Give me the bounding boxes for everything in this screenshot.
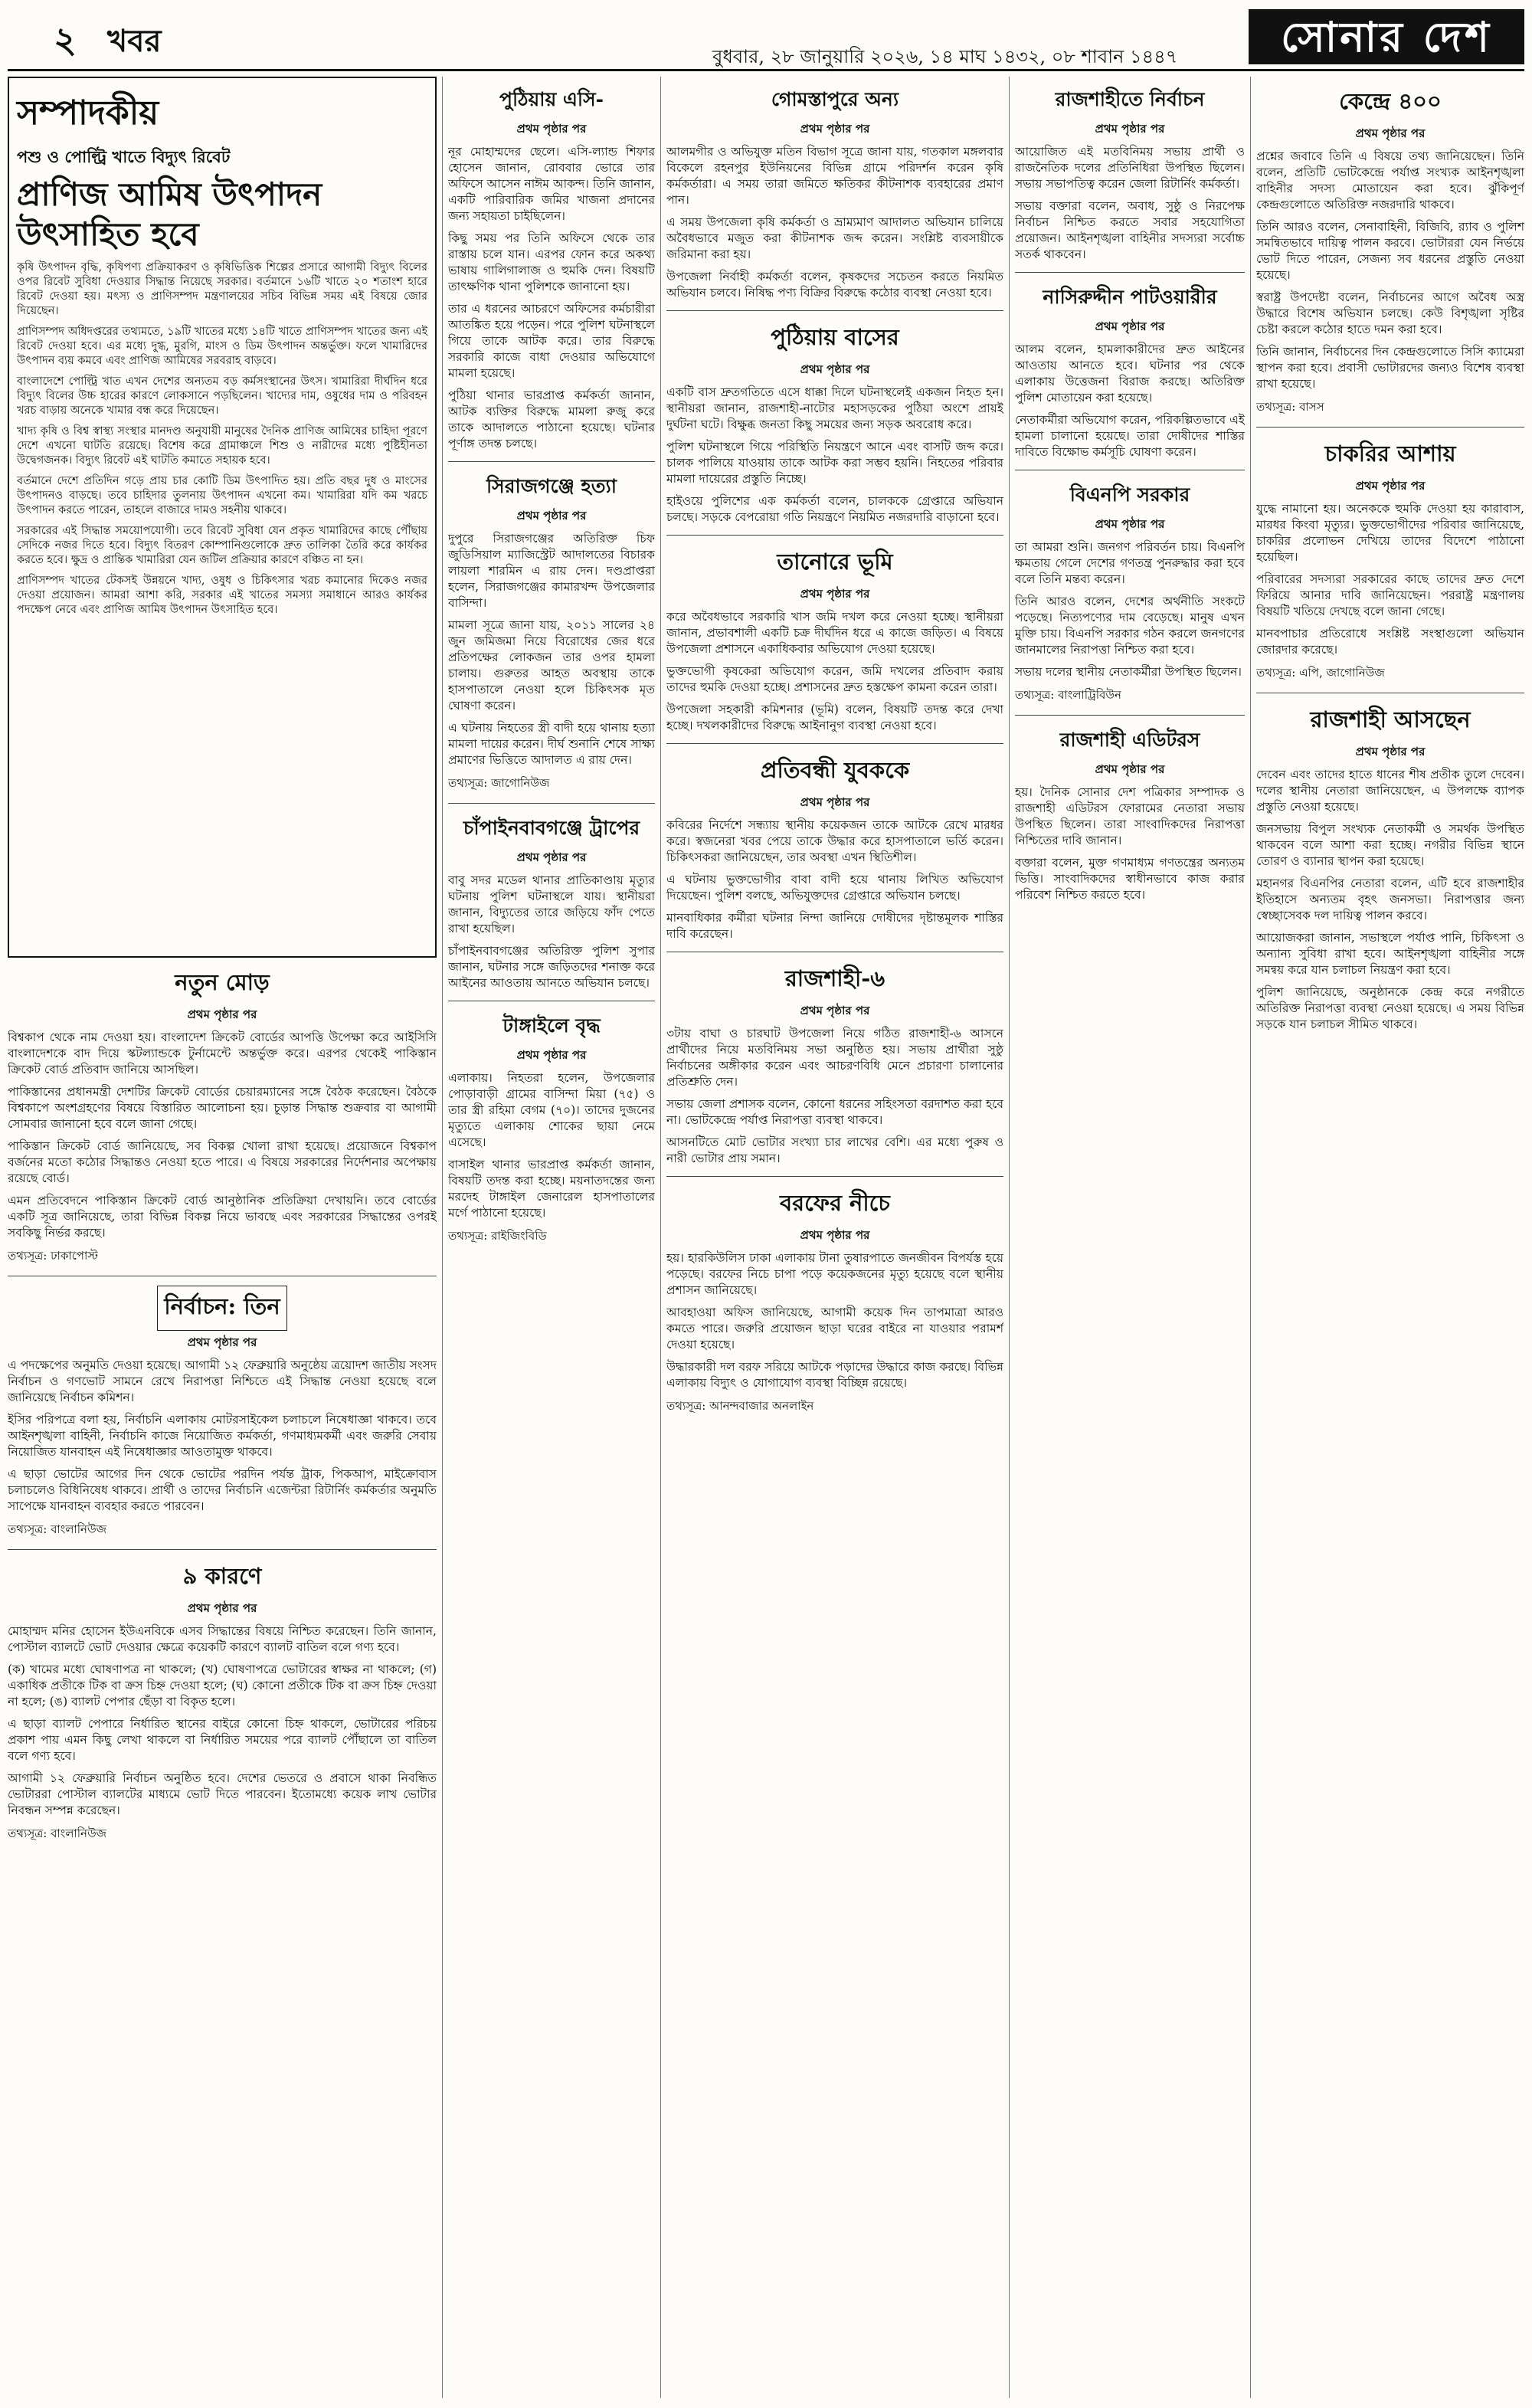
article-borof (666, 1186, 1003, 1417)
article-source: তথ্যসূত্র: বাংলানিউজ (8, 1522, 107, 1536)
editorial-paragraph: বাংলাদেশে পোল্ট্রি খাত এখন দেশের অন্যতম বড় কর্মসংস্থানের উৎস। খামারিরা দীর্ঘদিন ধরে বিদ্যুৎ বিলের উচ্চ হারের কারণে লোকসানে পড়ছিলেন। খাদ্যের দাম, ওষুধের দাম ও পরিবহন খরচ বাড়ায় অনেকে খামার বন্ধ করে দিয়েছেন। (17, 375, 427, 417)
article-chakrir-asha (1256, 437, 1524, 683)
divider (448, 803, 655, 804)
article-paragraph: তিনি আরও বলেন, সেনাবাহিনী, বিজিবি, র‍্যাব ও পুলিশ সমন্বিতভাবে দায়িত্ব পালন করবে। ভোটাররা যেন নির্ভয়ে ভোট দিতে পারেন, সেজন্য সব ধরনের প্রস্তুতি নেওয়া হয়েছে। (1256, 220, 1524, 282)
article-paragraph: উপজেলা নির্বাহী কর্মকর্তা বলেন, কৃষকদের সচেতন করতে নিয়মিত অভিযান চলবে। নিষিদ্ধ পণ্য বিক্রির বিরুদ্ধে কঠোর ব্যবস্থা নেওয়া হবে। (666, 270, 1003, 300)
article-paragraph: আলম বলেন, হামলাকারীদের দ্রুত আইনের আওতায় আনতে হবে। ঘটনার পর থেকে এলাকায় উত্তেজনা বিরাজ করছে। অতিরিক্ত পুলিশ মোতায়েন করা হয়েছে। (1015, 342, 1245, 405)
continued-label: প্রথম পৃষ্ঠার পর (187, 1601, 257, 1615)
article-paragraph: কিছু সময় পর তিনি অফিসে থেকে তার রাস্তায় চলে যান। এরপর ফোন করে অকথ্য ভাষায় গালিগালাজ ও হুমকি দেন। বিষয়টি তাৎক্ষণিক থানা পুলিশকে জানানো হয়। (448, 231, 655, 293)
article-paragraph: এ সময় উপজেলা কৃষি কর্মকর্তা ও ভ্রাম্যমাণ আদালত অভিযান চালিয়ে অবৈধভাবে মজুত করা কীটনাশক জব্দ করেন। সংশ্লিষ্ট ব্যবসায়ীকে জরিমানা করা হয়। (666, 215, 1003, 261)
editorial-title: প্রাণিজ আমিষ উৎপাদন উৎসাহিত হবে (17, 175, 322, 253)
article-source: তথ্যসূত্র: জাগোনিউজ (448, 776, 550, 790)
editorial-paragraph: খাদ্য কৃষি ও বিশ্ব স্বাস্থ্য সংস্থার মানদণ্ড অনুযায়ী মানুষের দৈনিক প্রাণিজ আমিষের চাহিদা পূরণে দেশে এখনো ঘাটতি রয়েছে। বিশেষ করে গ্রামাঞ্চলে শিশু ও নারীদের মধ্যে পুষ্টিহীনতা উদ্বেগজনক। বিদ্যুৎ রিবেট এই ঘাটতি কমাতে সহায়ক হবে। (17, 425, 427, 467)
continued-label: প্রথম পৃষ্ঠার পর (187, 1335, 257, 1349)
divider (448, 461, 655, 462)
article-paragraph: পাকিস্তানের প্রধানমন্ত্রী দেশটির ক্রিকেট বোর্ডের চেয়ারম্যানের সঙ্গে বৈঠক করেছেন। বৈঠকে বিশ্বকাপে অংশগ্রহণের বিষয়ে বিস্তারিত আলোচনা হয়। চূড়ান্ত সিদ্ধান্ত শুক্রবার বা আগামী সোমবার জানানো হবে বলে জানা গেছে। (8, 1085, 437, 1131)
article-paragraph: পাকিস্তান ক্রিকেট বোর্ড জানিয়েছে, সব বিকল্প খোলা রাখা হয়েছে। প্রয়োজনে বিশ্বকাপ বর্জনের মতো কঠোর সিদ্ধান্তও নেওয়া হতে পারে। এ বিষয়ে সরকারের নির্দেশনার অপেক্ষায় রয়েছে বোর্ড। (8, 1139, 437, 1185)
article-paragraph: আয়োজকরা জানান, সভাস্থলে পর্যাপ্ত পানি, চিকিৎসা ও অন্যান্য সুবিধা রাখা হবে। আইনশৃঙ্খলা বাহিনীর সঙ্গে সমন্বয় করে যান চলাচল নিয়ন্ত্রণ করা হবে। (1256, 931, 1524, 977)
column-4 (1015, 77, 1245, 2398)
article-sirajganj (448, 471, 655, 794)
article-paragraph: এ ঘটনায় ভুক্তভোগীর বাবা বাদী হয়ে থানায় লিখিত অভিযোগ দিয়েছেন। পুলিশ বলছে, অভিযুক্তদের গ্রেপ্তারে অভিযান চলছে। (666, 873, 1003, 903)
article-paragraph: সভায় বক্তারা বলেন, অবাধ, সুষ্ঠু ও নিরপেক্ষ নির্বাচন নিশ্চিত করতে সবার সহযোগিতা প্রয়োজন। আইনশৃঙ্খলা বাহিনীর সদস্যরা সর্বোচ্চ সতর্ক থাকবেন। (1015, 199, 1245, 261)
article-paragraph: পুলিশ জানিয়েছে, অনুষ্ঠানকে কেন্দ্র করে নগরীতে অতিরিক্ত নিরাপত্তা ব্যবস্থা নেওয়া হয়েছে। এ সময় বিভিন্ন সড়কে যান চলাচল সীমিত থাকবে। (1256, 985, 1524, 1031)
article-paragraph: মানবাধিকার কর্মীরা ঘটনার নিন্দা জানিয়ে দোষীদের দৃষ্টান্তমূলক শাস্তির দাবি করেছেন। (666, 911, 1003, 941)
article-source: তথ্যসূত্র: বাংলাট্রিবিউন (1015, 688, 1121, 702)
editorial-paragraph: প্রাণিসম্পদ অধিদপ্তরের তথ্যমতে, ১৯টি খাতের মধ্যে ১৪টি খাতে প্রাণিসম্পদ খাতের জন্য এই রিবেট দেওয়া হবে। এর মধ্যে দুগ্ধ, মুরগি, মাংস ও ডিম উৎপাদন অন্তর্ভুক্ত। ফলে খামারিদের উৎপাদন ব্যয় কমবে এবং প্রাণিজ আমিষের সরবরাহ বাড়বে। (17, 326, 427, 367)
article-paragraph: সভায় জেলা প্রশাসক বলেন, কোনো ধরনের সহিংসতা বরদাশত করা হবে না। ভোটকেন্দ্রে পর্যাপ্ত নিরাপত্তা ব্যবস্থা থাকবে। (666, 1097, 1003, 1127)
continued-label: প্রথম পৃষ্ঠার পর (1355, 126, 1426, 140)
article-paragraph: তার এ ধরনের আচরণে অফিসের কর্মচারীরা আতঙ্কিত হয়ে পড়েন। পরে পুলিশ ঘটনাস্থলে গিয়ে তাকে আটক করে। তার বিরুদ্ধে সরকারি কাজে বাধা দেওয়ার অভিযোগে মামলা হয়েছে। (448, 302, 655, 380)
article-paragraph: বিশ্বকাপ থেকে নাম দেওয়া হয়। বাংলাদেশ ক্রিকেট বোর্ডের আপত্তি উপেক্ষা করে আইসিসি বাংলাদেশকে বাদ দিয়ে স্কটল্যান্ডকে টুর্নামেন্টে অন্তর্ভুক্ত করে। এরপর থেকেই পাকিস্তান ক্রিকেট বোর্ড প্রতিবাদ জানিয়ে আসছিল। (8, 1030, 437, 1076)
continued-label: প্রথম পৃষ্ঠার পর (800, 1228, 870, 1242)
article-paragraph: আলমগীর ও অভিযুক্ত মতিন বিভাগ সূত্রে জানা যায়, গতকাল মঙ্গলবার বিকেলে রহনপুর ইউনিয়নের বিভিন্ন গ্রামে পরিদর্শন করেন কৃষি কর্মকর্তারা। এ সময় তারা জমিতে ক্ষতিকর কীটনাশক ব্যবহারের প্রমাণ পান। (666, 145, 1003, 207)
divider (8, 1549, 437, 1550)
article-paragraph: উদ্ধারকারী দল বরফ সরিয়ে আটকে পড়াদের উদ্ধারে কাজ করছে। বিভিন্ন এলাকায় বিদ্যুৎ ও যোগাযোগ ব্যবস্থা বিচ্ছিন্ন রয়েছে। (666, 1360, 1003, 1390)
article-paragraph: এমন প্রতিবেদনে পাকিস্তান ক্রিকেট বোর্ড আনুষ্ঠানিক প্রতিক্রিয়া দেখায়নি। তবে বোর্ডের একটি সূত্র জানিয়েছে, তারা বিভিন্ন বিকল্প নিয়ে ভাবছে এবং সরকারের সিদ্ধান্তের ওপরই সবকিছু নির্ভর করছে। (8, 1194, 437, 1240)
continued-label: প্রথম পৃষ্ঠার পর (1095, 762, 1165, 776)
article-title: রাজশাহীতে নির্বাচন (1055, 88, 1205, 110)
column-1 (8, 77, 437, 2398)
article-title: পুঠিয়ায় বাসের (771, 324, 899, 350)
divider (666, 743, 1003, 744)
article-paragraph: কবিরের নির্দেশে সন্ধ্যায় স্থানীয় কয়েকজন তাকে আটকে রেখে মারধর করে। স্বজনেরা খবর পেয়ে তাকে উদ্ধার করে হাসপাতালে ভর্তি করেন। চিকিৎসকরা জানিয়েছেন, তার অবস্থা এখন স্থিতিশীল। (666, 818, 1003, 864)
article-title: পুঠিয়ায় এসি- (499, 88, 604, 110)
article-paragraph: আবহাওয়া অফিস জানিয়েছে, আগামী কয়েক দিন তাপমাত্রা আরও কমতে পারে। জরুরি প্রয়োজন ছাড়া ঘরের বাইরে না যাওয়ার পরামর্শ দেওয়া হয়েছে। (666, 1306, 1003, 1351)
column-divider (1009, 77, 1010, 2398)
article-paragraph: এ পদক্ষেপের অনুমতি দেওয়া হয়েছে। আগামী ১২ ফেব্রুয়ারি অনুষ্ঠেয় ত্রয়োদশ জাতীয় সংসদ নির্বাচন ও গণভোট সামনে রেখে নিরাপত্তা নিশ্চিতে এই সিদ্ধান্ত নেওয়া হয়েছে বলে জানিয়েছে নির্বাচন কমিশন। (8, 1358, 437, 1404)
continued-label: প্রথম পৃষ্ঠার পর (800, 122, 870, 136)
editorial-paragraph: কৃষি উৎপাদন বৃদ্ধি, কৃষিপণ্য প্রক্রিয়াকরণ ও কৃষিভিত্তিক শিল্পের প্রসারে আগামী বিদ্যুৎ বিলের ওপর রিবেট সুবিধা দেওয়ার সিদ্ধান্ত নিয়েছে সরকার। বর্তমানে ১৬টি খাতে ২০ শতাংশ হারে রিবেট দেওয়া হয়। মৎস্য ও প্রাণিসম্পদ মন্ত্রণালয়ের সচিব বিভিন্ন সময় এই বিষয়ে জোর দিয়েছেন। (17, 261, 427, 317)
divider (1015, 715, 1245, 716)
article-paragraph: একটি বাস দ্রুতগতিতে এসে ধাক্কা দিলে ঘটনাস্থলেই একজন নিহত হন। স্থানীয়রা জানান, রাজশাহী-নাটোর মহাসড়কের পুঠিয়া অংশে প্রায়ই দুর্ঘটনা ঘটে। বিক্ষুব্ধ জনতা কিছু সময়ের জন্য সড়ক অবরোধ করে। (666, 385, 1003, 431)
article-paragraph: আয়োজিত এই মতবিনিময় সভায় প্রার্থী ও রাজনৈতিক দলের প্রতিনিধিরা উপস্থিত ছিলেন। সভায় সভাপতিত্ব করেন জেলা রিটার্নিং কর্মকর্তা। (1015, 145, 1245, 191)
continued-label: প্রথম পৃষ্ঠার পর (1095, 517, 1165, 531)
article-source: তথ্যসূত্র: এপি, জাগোনিউজ (1256, 666, 1385, 680)
article-paragraph: হয়। দৈনিক সোনার দেশ পত্রিকার সম্পাদক ও রাজশাহী এডিটরস ফোরামের নেতারা সভায় উপস্থিত ছিলেন। তারা সাংবাদিকদের নিরাপত্তা নিশ্চিতের দাবি জানান। (1015, 785, 1245, 847)
continued-label: প্রথম পৃষ্ঠার পর (800, 362, 870, 376)
divider (666, 1176, 1003, 1177)
article-noy-karone (8, 1559, 437, 1844)
section-name: খবর (107, 23, 162, 59)
continued-label: প্রথম পৃষ্ঠার পর (516, 509, 587, 523)
article-paragraph: ইসির পরিপত্রে বলা হয়, নির্বাচনি এলাকায় মোটরসাইকেল চলাচলে নিষেধাজ্ঞা থাকবে। তবে আইনশৃঙ্খলা বাহিনী, নির্বাচনি কাজে নিয়োজিত কর্মকর্তা, গণমাধ্যমকর্মী এবং জরুরি সেবায় নিয়োজিত যানবাহন এই নিষেধাজ্ঞার আওতামুক্ত থাকবে। (8, 1413, 437, 1459)
article-bnp-sarkar (1015, 480, 1245, 706)
continued-label: প্রথম পৃষ্ঠার পর (800, 795, 870, 809)
article-source: তথ্যসূত্র: বাসস (1256, 400, 1324, 414)
article-paragraph: জনসভায় বিপুল সংখ্যক নেতাকর্মী ও সমর্থক উপস্থিত থাকবেন বলে আশা করা হচ্ছে। নগরীর বিভিন্ন স্থানে তোরণ ও ব্যানার স্থাপন করা হয়েছে। (1256, 822, 1524, 868)
article-title: চাকরির আশায় (1324, 441, 1456, 467)
article-paragraph: দেবেন এবং তাদের হাতে ধানের শীষ প্রতীক তুলে দেবেন। দলের স্থানীয় নেতারা জানিয়েছেন, এ উপলক্ষে ব্যাপক প্রস্তুতি নেওয়া হয়েছে। (1256, 768, 1524, 814)
article-title: রাজশাহী আসছেন (1310, 706, 1471, 732)
article-paragraph: স্বরাষ্ট্র উপদেষ্টা বলেন, নির্বাচনের আগে অবৈধ অস্ত্র উদ্ধারে বিশেষ অভিযান চলছে। কেউ বিশৃঙ্খলা সৃষ্টির চেষ্টা করলে কঠোর হাতে দমন করা হবে। (1256, 290, 1524, 336)
continued-label: প্রথম পৃষ্ঠার পর (516, 850, 587, 864)
article-paragraph: মামলা সূত্রে জানা যায়, ২০১১ সালের ২৪ জুন জমিজমা নিয়ে বিরোধের জের ধরে প্রতিপক্ষের লোকজন তার ওপর হামলা চালায়। গুরুতর আহত অবস্থায় তাকে হাসপাতালে নেওয়া হলে চিকিৎসক মৃত ঘোষণা করেন। (448, 618, 655, 713)
editorial-heading: সম্পাদকীয় (17, 93, 159, 133)
article-paragraph: পুলিশ ঘটনাস্থলে গিয়ে পরিস্থিতি নিয়ন্ত্রণে আনে এবং বাসটি জব্দ করে। চালক পালিয়ে যাওয়ায় তাকে আটক করা সম্ভব হয়নি। নিহতের পরিবার মামলা দায়েরের প্রস্তুতি নিচ্ছে। (666, 440, 1003, 486)
column-divider (1250, 77, 1251, 2398)
article-puthia-asi (448, 84, 655, 452)
article-paragraph: তিনি জানান, নির্বাচনের দিন কেন্দ্রগুলোতে সিসি ক্যামেরা স্থাপন করা হবে। প্রবাসী ভোটারদের জন্যও বিশেষ ব্যবস্থা রাখা হয়েছে। (1256, 345, 1524, 391)
article-paragraph: সভায় দলের স্থানীয় নেতাকর্মীরা উপস্থিত ছিলেন। (1015, 665, 1242, 679)
article-paragraph: মোহাম্মদ মনির হোসেন ইউএনবিকে এসব সিদ্ধান্তের বিষয়ে নিশ্চিত করেছেন। তিনি জানান, পোস্টাল ব্যালটে ভোট দেওয়ার ক্ষেত্রে কয়েকটি কারণে ব্যালট বাতিল বলে গণ্য হবে। (8, 1624, 437, 1654)
editorial-paragraph: সরকারের এই সিদ্ধান্ত সময়োপযোগী। তবে রিবেট সুবিধা যেন প্রকৃত খামারিদের কাছে পৌঁছায় সেদিকে নজর দিতে হবে। বিদ্যুৎ বিতরণ কোম্পানিগুলোকে দ্রুত তালিকা তৈরি করে কার্যকর করতে হবে। ক্ষুদ্র ও প্রান্তিক খামারিরা যেন জটিল প্রক্রিয়ার কারণে বঞ্চিত না হন। (17, 525, 427, 566)
article-source: তথ্যসূত্র: বাংলানিউজ (8, 1826, 107, 1840)
page-number: ২ (54, 19, 77, 61)
continued-label: প্রথম পৃষ্ঠার পর (800, 1004, 870, 1017)
article-paragraph: বাবু সদর মডেল থানার প্রাতিকাণ্ডায় মৃত্যুর ঘটনায় পুলিশ ঘটনাস্থলে যায়। স্থানীয়রা জানান, বিদ্যুতের তারে জড়িয়ে ফাঁদ পেতে রাখা হয়েছিল। (448, 873, 655, 935)
article-title: চাঁপাইনবাবগঞ্জে ট্রাপের (463, 817, 640, 839)
article-paragraph: হাইওয়ে পুলিশের এক কর্মকর্তা বলেন, চালককে গ্রেপ্তারে অভিযান চলছে। সড়কে বেপরোয়া গতি নিয়ন্ত্রণে নিয়মিত নজরদারি বাড়ানো হবে। (666, 494, 1003, 524)
article-paragraph: আগামী ১২ ফেব্রুয়ারি নির্বাচন অনুষ্ঠিত হবে। দেশের ভেতরে ও প্রবাসে থাকা নিবন্ধিত ভোটাররা পোস্টাল ব্যালটের মাধ্যমে ভোট দিতে পারবেন। ইতোমধ্যে কয়েক লাখ ভোটার নিবন্ধন সম্পন্ন করেছেন। (8, 1771, 437, 1817)
article-title: প্রতিবন্ধী যুবককে (760, 757, 910, 783)
article-notun-mor (8, 965, 437, 1266)
article-paragraph: তিনি আরও বলেন, দেশের অর্থনীতি সংকটে পড়েছে। নিত্যপণ্যের দাম বেড়েছে। মানুষ এখন মুক্তি চায়। বিএনপি সরকার গঠন করলে জনগণের জানমালের নিরাপত্তা নিশ্চিত করা হবে। (1015, 595, 1245, 657)
divider (1256, 427, 1524, 428)
article-paragraph: পরিবারের সদস্যরা সরকারের কাছে তাদের দ্রুত দেশে ফিরিয়ে আনার দাবি জানিয়েছেন। পররাষ্ট্র মন্ত্রণালয় বিষয়টি খতিয়ে দেখছে বলে জানা গেছে। (1256, 572, 1524, 618)
continued-label: প্রথম পৃষ্ঠার পর (187, 1007, 257, 1021)
article-title: বিএনপি সরকার (1069, 483, 1190, 506)
article-paragraph: করে অবৈধভাবে সরকারি খাস জমি দখল করে নেওয়া হচ্ছে। স্থানীয়রা জানান, প্রভাবশালী একটি চক্র দীর্ঘদিন ধরে এ কাজে জড়িত। এ বিষয়ে উপজেলা প্রশাসনে একাধিকবার অভিযোগ দেওয়া হয়েছে। (666, 610, 1003, 656)
article-paragraph: দুপুরে সিরাজগঞ্জের অতিরিক্ত চিফ জুডিসিয়াল ম্যাজিস্ট্রেট আদালতের বিচারক লায়লা শারমিন এ রায় দেন। দণ্ডপ্রাপ্তরা হলেন, সিরাজগঞ্জের কামারখন্দ উপজেলার বাসিন্দা। (448, 532, 655, 610)
article-protibondhi (666, 753, 1003, 942)
continued-label: প্রথম পৃষ্ঠার পর (1355, 745, 1426, 758)
article-title: সিরাজগঞ্জে হত্যা (486, 475, 617, 497)
article-source: তথ্যসূত্র: ঢাকাপোস্ট (8, 1249, 98, 1263)
article-paragraph: এ ছাড়া ভোটের আগের দিন থেকে ভোটের পরদিন পর্যন্ত ট্রাক, পিকআপ, মাইক্রোবাস চলাচলেও বিধিনিষেধ থাকবে। প্রার্থী ও তাদের নির্বাচনি এজেন্টরা রিটার্নিং কর্মকর্তার অনুমতি সাপেক্ষে যানবাহন ব্যবহার করতে পারবেন। (8, 1467, 437, 1513)
article-paragraph: বাসাইল থানার ভারপ্রাপ্ত কর্মকর্তা জানান, বিষয়টি তদন্ত করা হচ্ছে। ময়নাতদন্তের জন্য মরদেহ টাঙ্গাইল জেনারেল হাসপাতালের মর্গে পাঠানো হয়েছে। (448, 1158, 655, 1220)
article-paragraph: এলাকায়। নিহতরা হলেন, উপজেলার পোড়াবাড়ী গ্রামের বাসিন্দা মিয়া (৭৫) ও তার স্ত্রী রহিমা বেগম (৭০)। তাদের দুজনের মৃত্যুতে এলাকায় শোকের ছায়া নেমে এসেছে। (448, 1071, 655, 1149)
page-header (8, 6, 1524, 71)
article-paragraph: প্রশ্নের জবাবে তিনি এ বিষয়ে তথ্য জানিয়েছেন। তিনি বলেন, প্রতিটি ভোটকেন্দ্রে পর্যাপ্ত সংখ্যক আইনশৃঙ্খলা বাহিনীর সদস্য মোতায়েন করা হবে। ঝুঁকিপূর্ণ কেন্দ্রগুলোতে অতিরিক্ত নজরদারি থাকবে। (1256, 149, 1524, 211)
continued-label: প্রথম পৃষ্ঠার পর (1095, 319, 1165, 333)
article-rajshahi-nirbachon (1015, 84, 1245, 263)
article-paragraph: আসনটিতে মোট ভোটার সংখ্যা চার লাখের বেশি। এর মধ্যে পুরুষ ও নারী ভোটার প্রায় সমান। (666, 1135, 1003, 1165)
article-paragraph: চাঁপাইনবাবগঞ্জের অতিরিক্ত পুলিশ সুপার জানান, ঘটনার সঙ্গে জড়িতদের শনাক্ত করে আইনের আওতায় আনতে অভিযান চলছে। (448, 944, 655, 990)
article-puthia-bus (666, 320, 1003, 526)
article-title: নির্বাচন: তিন (8, 1286, 437, 1331)
masthead-logo: সোনার দেশ (1249, 9, 1524, 64)
article-paragraph: উপজেলা সহকারী কমিশনার (ভূমি) বলেন, বিষয়টি তদন্ত করে দেখা হচ্ছে। দখলকারীদের বিরুদ্ধে আইনানুগ ব্যবস্থা নেওয়া হবে। (666, 703, 1003, 732)
article-paragraph: ৩টায় বাঘা ও চারঘাট উপজেলা নিয়ে গঠিত রাজশাহী-৬ আসনে প্রার্থীদের নিয়ে মতবিনিময় সভা অনুষ্ঠিত হয়। সভায় প্রার্থীরা সুষ্ঠু নির্বাচনের অঙ্গীকার করেন এবং আচরণবিধি মেনে প্রচারণা চালানোর প্রতিশ্রুতি দেন। (666, 1027, 1003, 1089)
article-tanor (666, 545, 1003, 734)
article-paragraph: মহানগর বিএনপির নেতারা বলেন, এটি হবে রাজশাহীর ইতিহাসে অন্যতম বৃহৎ জনসভা। নিরাপত্তার জন্য স্বেচ্ছাসেবক দল দায়িত্ব পালন করবে। (1256, 876, 1524, 922)
article-title: গোমস্তাপুরে অন্য (771, 88, 899, 110)
article-tangail (448, 1011, 655, 1247)
article-title: ৯ কারণে (182, 1563, 262, 1589)
article-paragraph: নূর মোহাম্মদের ছেলে। এসি-ল্যান্ড শিফার হোসেন জানান, রোববার ভোরে তার অফিসে আসেন নাঈম আকন্দ। তিনি জানান, একটি পারিবারিক জমির খাজনা প্রদানের জন্য সহায়তা চাইছিলেন। (448, 145, 655, 223)
article-paragraph: এ ঘটনায় নিহতের স্ত্রী বাদী হয়ে থানায় হত্যা মামলা দায়ের করেন। দীর্ঘ শুনানি শেষে সাক্ষ্য প্রমাণের ভিত্তিতে আদালত এ রায় দেন। (448, 721, 655, 767)
article-paragraph: ভুক্তভোগী কৃষকেরা অভিযোগ করেন, জমি দখলের প্রতিবাদ করায় তাদের হুমকি দেওয়া হচ্ছে। প্রশাসনের দ্রুত হস্তক্ষেপ কামনা করেন তারা। (666, 664, 1003, 694)
divider (666, 310, 1003, 311)
continued-label: প্রথম পৃষ্ঠার পর (1095, 122, 1165, 136)
article-source: তথ্যসূত্র: আনন্দবাজার অনলাইন (666, 1399, 814, 1413)
column-3 (666, 77, 1003, 2398)
dateline: বুধবার, ২৮ জানুয়ারি ২০২৬, ১৪ মাঘ ১৪৩২, ০৮ শাবান ১৪৪৭ (712, 46, 1178, 67)
editorial-subtitle: পশু ও পোল্ট্রি খাতে বিদ্যুৎ রিবেট (17, 147, 231, 166)
article-nasiruddin (1015, 282, 1245, 460)
article-paragraph: বক্তারা বলেন, মুক্ত গণমাধ্যম গণতন্ত্রের অন্যতম ভিত্তি। সাংবাদিকদের স্বাধীনভাবে কাজ করার পরিবেশ নিশ্চিত করতে হবে। (1015, 856, 1245, 902)
article-gomostapur (666, 84, 1003, 301)
article-chapai (448, 813, 655, 991)
article-paragraph: যুদ্ধে নামানো হয়। অনেককে হুমকি দেওয়া হয় কারাবাস, মারধর কিংবা মৃত্যুর। ভুক্তভোগীদের পরিবার জানিয়েছে, চাকরির প্রলোভন দেখিয়ে তাদের বিদেশে পাঠানো হয়েছিল। (1256, 502, 1524, 564)
article-paragraph: (ক) খামের মধ্যে ঘোষণাপত্র না থাকলে; (খ) ঘোষণাপত্রে ভোটারের স্বাক্ষর না থাকলে; (গ) একাধিক প্রতীকে টিক বা ক্রস চিহ্ন দেওয়া হলে; (ঘ) কোনো প্রতীকে টিক বা ক্রস চিহ্ন দেওয়া না হলে; (ঙ) ব্যালট পেপার ছেঁড়া বা বিকৃত হলে। (8, 1663, 437, 1709)
article-title: নাসিরুদ্দীন পাটওয়ারীর (1043, 286, 1217, 308)
article-rajshahi-asachhen (1256, 703, 1524, 1033)
continued-label: প্রথম পৃষ্ঠার পর (1355, 479, 1426, 493)
editorial-box (8, 77, 437, 958)
article-title: রাজশাহী-৬ (784, 965, 885, 991)
article-paragraph: পুঠিয়া থানার ভারপ্রাপ্ত কর্মকর্তা জানান, আটক ব্যক্তির বিরুদ্ধে মামলা রুজু করে তাকে আদালতে পাঠানো হয়েছে। ঘটনার পূর্ণাঙ্গ তদন্ত চলছে। (448, 388, 655, 450)
article-rajshahi6 (666, 962, 1003, 1167)
editorial-paragraph: বর্তমানে দেশে প্রতিদিন গড়ে প্রায় চার কোটি ডিম উৎপাদিত হয়। প্রতি বছর দুধ ও মাংসের উৎপাদনও বাড়ছে। তবে চাহিদার তুলনায় উৎপাদন এখনো কম। খামারিরা যদি কম খরচে উৎপাদন করতে পারেন, তাহলে বাজারে দামও সহনীয় থাকবে। (17, 475, 427, 516)
article-paragraph: তা আমরা শুনি। জনগণ পরিবর্তন চায়। বিএনপি ক্ষমতায় গেলে দেশের গণতন্ত্র পুনরুদ্ধার করা হবে বলে তিনি মন্তব্য করেন। (1015, 540, 1245, 586)
article-rajshahi-editors (1015, 725, 1245, 903)
column-divider (660, 77, 661, 2398)
column-5 (1256, 77, 1524, 2398)
article-paragraph: এ ছাড়া ব্যালট পেপারে নির্ধারিত স্থানের বাইরে কোনো চিহ্ন থাকলে, ভোটারের পরিচয় প্রকাশ পায় এমন কিছু লেখা থাকলে বা নির্ধারিত সময়ের পরে ব্যালট পৌঁছালে তা বাতিল বলে গণ্য হবে। (8, 1717, 437, 1763)
article-kendro (1256, 84, 1524, 418)
article-title: নতুন মোড় (175, 969, 270, 995)
continued-label: প্রথম পৃষ্ঠার পর (516, 1048, 587, 1062)
article-paragraph: মানবপাচার প্রতিরোধে সংশ্লিষ্ট সংস্থাগুলো অভিযান জোরদার করেছে। (1256, 627, 1524, 657)
continued-label: প্রথম পৃষ্ঠার পর (516, 122, 587, 136)
divider (1015, 272, 1245, 273)
article-title: টাঙ্গাইলে বৃদ্ধ (502, 1014, 601, 1037)
article-paragraph: নেতাকর্মীরা অভিযোগ করেন, পরিকল্পিতভাবে এই হামলা চালানো হয়েছে। তারা দোষীদের শাস্তির দাবিতে বিক্ষোভ কর্মসূচি ঘোষণা করেন। (1015, 413, 1245, 459)
continued-label: প্রথম পৃষ্ঠার পর (800, 587, 870, 601)
article-paragraph: হয়। হারকিউলিস ঢাকা এলাকায় টানা তুষারপাতে জনজীবন বিপর্যস্ত হয়ে পড়েছে। বরফের নিচে চাপা পড়ে কয়েকজনের মৃত্যু হয়েছে বলে স্থানীয় প্রশাসন জানিয়েছে। (666, 1251, 1003, 1297)
article-title: রাজশাহী এডিটরস (1059, 729, 1200, 751)
article-title: তানোরে ভূমি (777, 549, 893, 575)
article-source: তথ্যসূত্র: রাইজিংবিডি (448, 1229, 547, 1243)
column-2 (448, 77, 655, 2398)
editorial-paragraph: প্রাণিসম্পদ খাতের টেকসই উন্নয়নে খাদ্য, ওষুধ ও চিকিৎসার খরচ কমানোর দিকেও নজর দেওয়া প্রয়োজন। আমরা আশা করি, সরকার এই খাতের সমস্যা সমাধানে আরও কার্যকর পদক্ষেপ নেবে এবং প্রাণিজ আমিষ উৎপাদন উৎসাহিত হবে। (17, 575, 427, 616)
column-divider (442, 77, 443, 2398)
divider (666, 535, 1003, 536)
article-title: কেন্দ্রে ৪০০ (1339, 88, 1442, 114)
article-title: বরফের নীচে (780, 1190, 890, 1216)
article-nirbachon-tin (8, 1286, 437, 1540)
